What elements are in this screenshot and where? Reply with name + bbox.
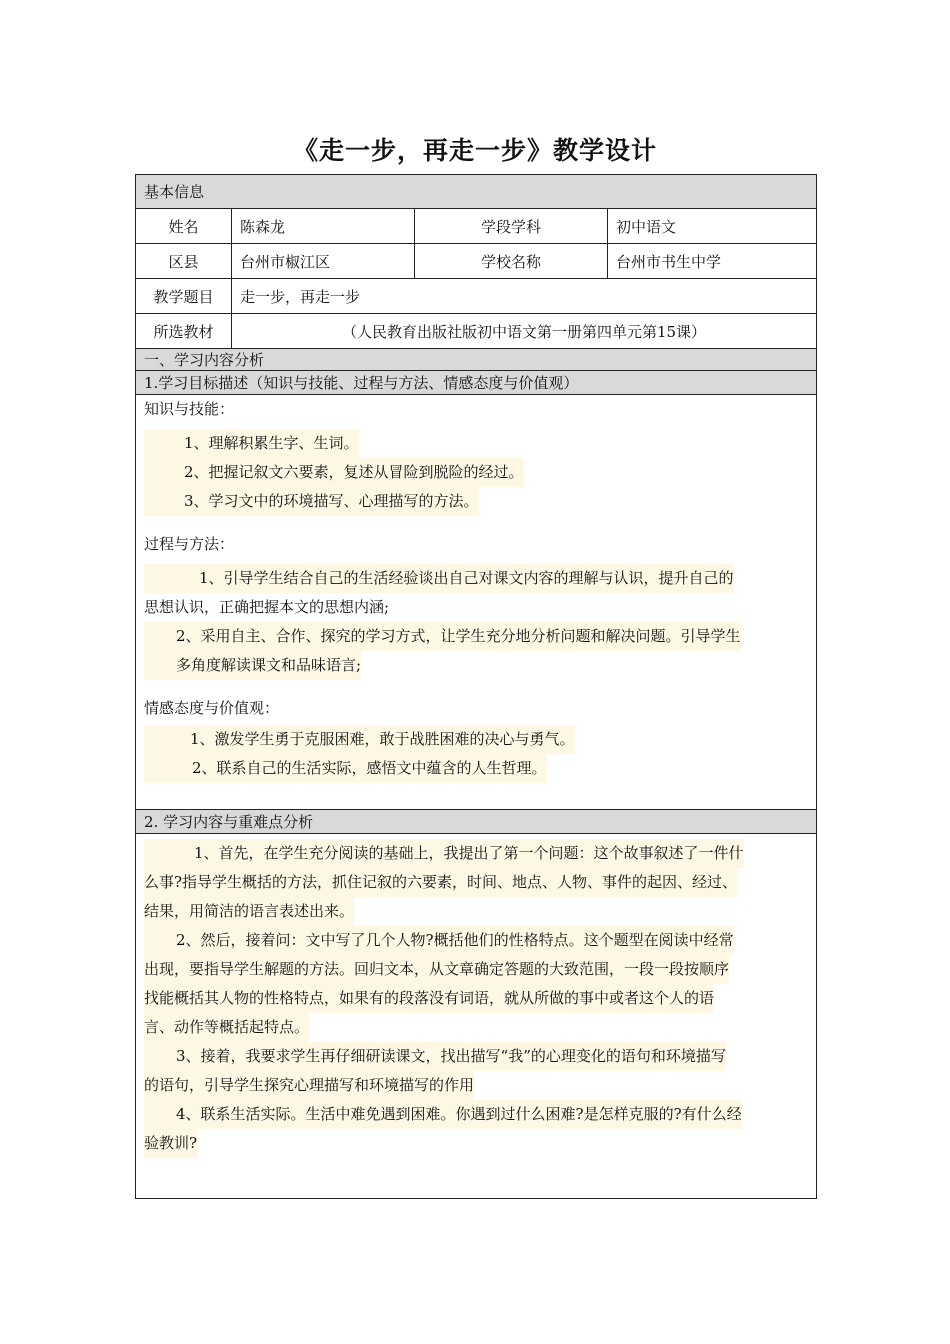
- section1-header: 一、学习内容分析: [136, 349, 817, 371]
- objectives-body: [136, 395, 817, 810]
- process-item-1-line2: 思想认识，正确把握本文的思想内涵;: [144, 598, 390, 616]
- analysis-p3-line2: 的语句，引导学生探究心理描写和环境描写的作用: [144, 1071, 474, 1100]
- knowledge-title: 知识与技能：: [144, 400, 235, 418]
- emotion-item-1: 1、激发学生勇于克服困难，敢于战胜困难的决心与勇气。: [144, 725, 575, 754]
- section2-header: 2. 学习内容与重难点分析: [136, 810, 817, 834]
- design-table: [135, 174, 817, 1199]
- analysis-p2-line4: 言、动作等概括起特点。: [144, 1013, 309, 1042]
- school-label: 学校名称: [415, 244, 608, 279]
- process-title: 过程与方法：: [144, 535, 235, 553]
- knowledge-item-1: 1、理解积累生字、生词。: [144, 429, 359, 458]
- analysis-p3-line1: 3、接着，我要求学生再仔细研读课文，找出描写“我”的心理变化的语句和环境描写: [144, 1042, 726, 1071]
- analysis-p2-line1: 2、然后，接着问：文中写了几个人物?概括他们的性格特点。这个题型在阅读中经常: [144, 926, 734, 955]
- analysis-p2-line2: 出现，要指导学生解题的方法。回归文本，从文章确定答题的大致范围，一段一段按顺序: [144, 955, 729, 984]
- emotion-title: 情感态度与价值观：: [144, 699, 280, 717]
- process-item-2-line2: 多角度解读课文和品味语言;: [144, 651, 361, 680]
- school-value: 台州市书生中学: [608, 244, 817, 279]
- analysis-body: [136, 834, 817, 1199]
- process-item-1-line1: 1、引导学生结合自己的生活经验谈出自己对课文内容的理解与认识，提升自己的: [144, 564, 734, 593]
- analysis-p4-line2: 验教训?: [144, 1129, 197, 1158]
- topic-value: 走一步，再走一步: [232, 279, 817, 314]
- stage-value: 初中语文: [608, 209, 817, 244]
- analysis-p1-line1: 1、首先，在学生充分阅读的基础上，我提出了第一个问题：这个故事叙述了一件什: [144, 839, 744, 868]
- name-value: 陈森龙: [232, 209, 415, 244]
- name-label: 姓名: [136, 209, 232, 244]
- district-value: 台州市椒江区: [232, 244, 415, 279]
- analysis-p1-line3: 结果，用简洁的语言表述出来。: [144, 897, 354, 926]
- topic-label: 教学题目: [136, 279, 232, 314]
- document-title: 《走一步，再走一步》教学设计: [292, 136, 657, 165]
- knowledge-item-3: 3、学习文中的环境描写、心理描写的方法。: [144, 487, 479, 516]
- knowledge-item-2: 2、把握记叙文六要素，复述从冒险到脱险的经过。: [144, 458, 524, 487]
- textbook-label: 所选教材: [136, 314, 232, 349]
- stage-label: 学段学科: [415, 209, 608, 244]
- basic-info-header: 基本信息: [136, 175, 817, 209]
- textbook-value: （人民教育出版社版初中语文第一册第四单元第15课）: [232, 314, 817, 349]
- emotion-item-2: 2、联系自己的生活实际，感悟文中蕴含的人生哲理。: [144, 754, 547, 783]
- objectives-header: 1.学习目标描述（知识与技能、过程与方法、情感态度与价值观）: [136, 371, 817, 395]
- process-item-2-line1: 2、采用自主、合作、探究的学习方式，让学生充分地分析问题和解决问题。引导学生: [144, 622, 741, 651]
- analysis-p4-line1: 4、联系生活实际。生活中难免遇到困难。你遇到过什么困难?是怎样克服的?有什么经: [144, 1100, 742, 1129]
- district-label: 区县: [136, 244, 232, 279]
- analysis-p1-line2: 么事?指导学生概括的方法，抓住记叙的六要素，时间、地点、人物、事件的起因、经过、: [144, 868, 737, 897]
- analysis-p2-line3: 找能概括其人物的性格特点，如果有的段落没有词语，就从所做的事中或者这个人的语: [144, 984, 714, 1013]
